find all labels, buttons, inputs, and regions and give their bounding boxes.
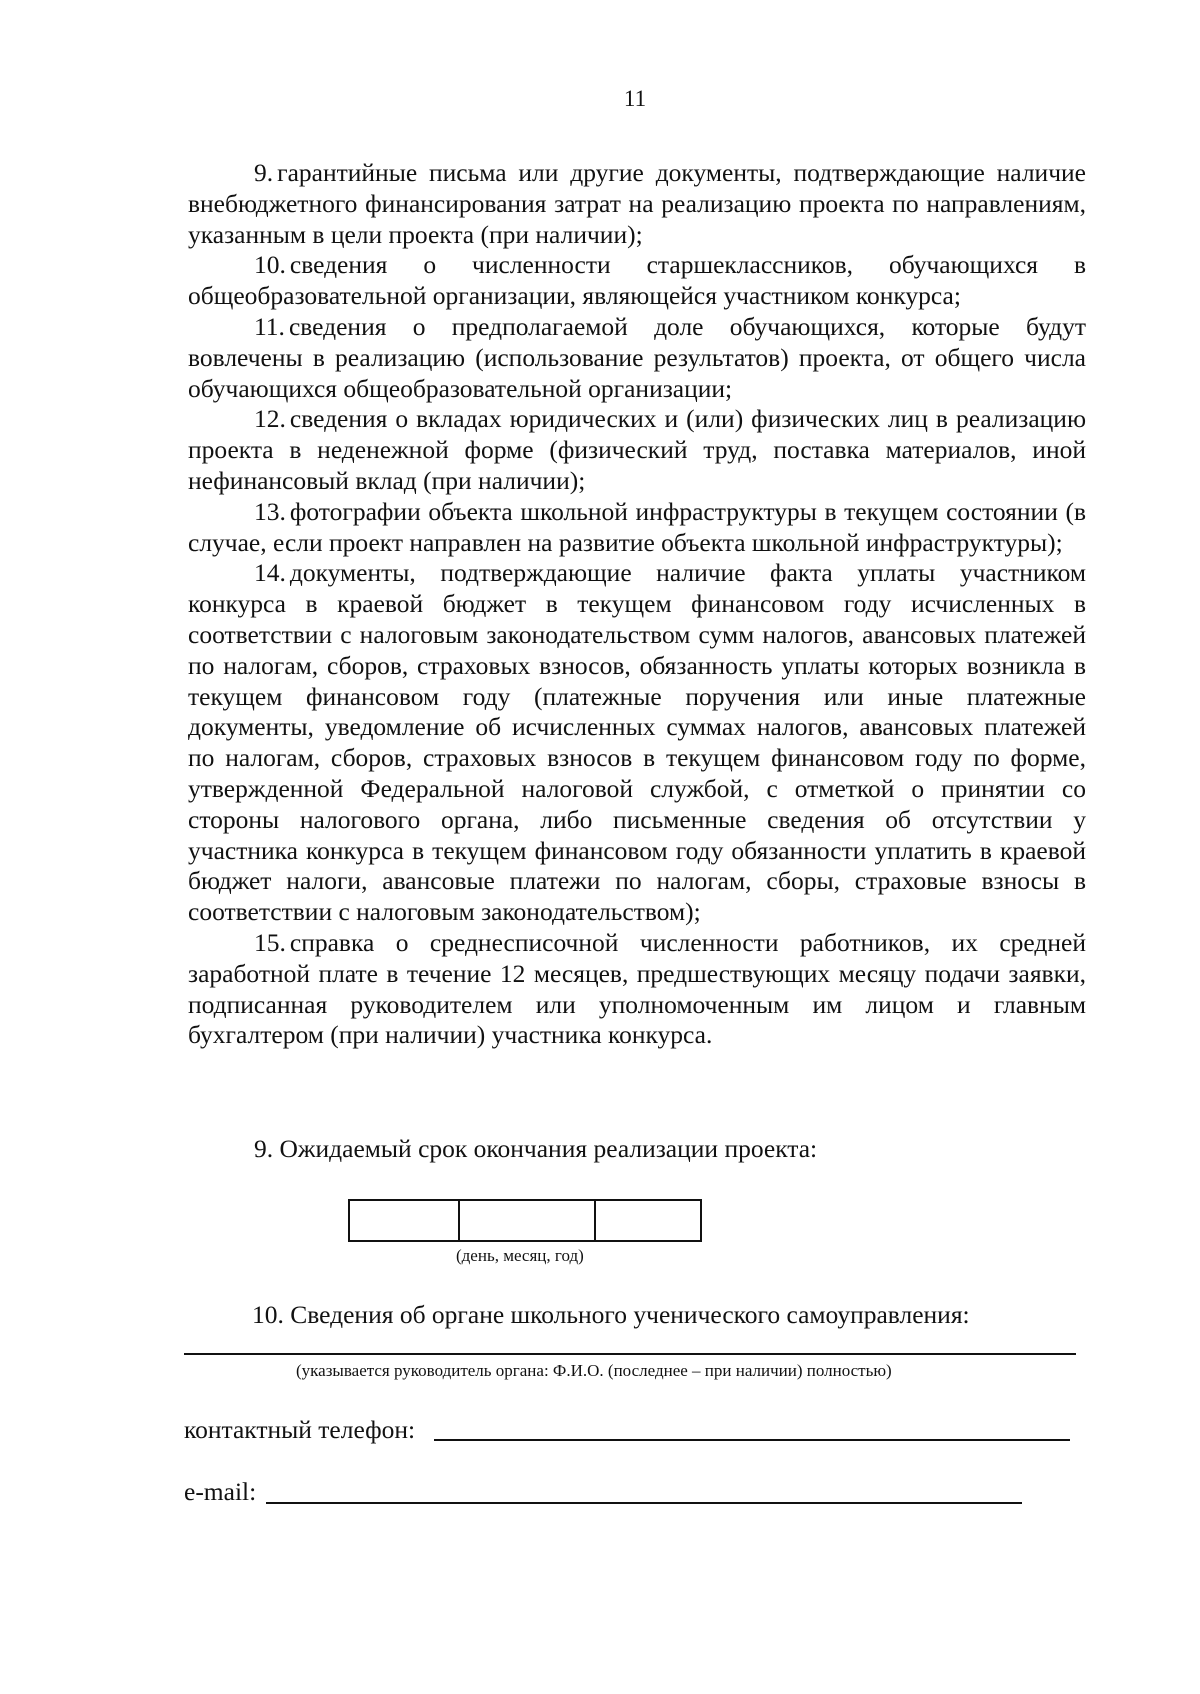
item-text: сведения о численности старшеклассников, обучающихся в общеобразовательной организации, являющейся участником конкурса; xyxy=(188,250,1086,311)
section-10-title: 10. Сведения об органе школьного ученического самоуправления: xyxy=(252,1300,970,1329)
date-caption: (день, месяц, год) xyxy=(456,1246,584,1265)
phone-label: контактный телефон: xyxy=(184,1415,416,1444)
head-name-line[interactable] xyxy=(184,1353,1076,1355)
item-number: 14. xyxy=(254,558,286,588)
phone-line[interactable] xyxy=(434,1439,1070,1441)
date-month-cell[interactable] xyxy=(458,1201,594,1240)
list-item xyxy=(188,250,1086,312)
item-number: 9. xyxy=(254,158,274,187)
email-line[interactable] xyxy=(266,1502,1022,1504)
list-item xyxy=(188,404,1086,496)
item-text: фотографии объекта школьной инфраструктуры в текущем состоянии (в случае, если проект направлен на развитие объекта школьной инфраструктуры); xyxy=(188,496,1086,557)
document-item-list xyxy=(188,158,1086,1051)
date-input-box[interactable] xyxy=(348,1199,702,1242)
item-number: 15. xyxy=(254,927,286,957)
date-day-cell[interactable] xyxy=(350,1201,458,1240)
list-item xyxy=(188,497,1086,559)
section-9-title: 9. Ожидаемый срок окончания реализации проекта: xyxy=(254,1134,818,1163)
list-item xyxy=(188,928,1086,1051)
item-text: сведения о предполагаемой доле обучающихся, которые будут вовлечены в реализацию (использование результатов) проекта, от общего числа обучающихся общеобразовательной организации; xyxy=(188,311,1086,403)
head-name-caption: (указывается руководитель органа: Ф.И.О. (последнее – при наличии) полностью) xyxy=(296,1361,892,1380)
item-text: документы, подтверждающие наличие факта уплаты участником конкурса в краевой бюджет в текущем финансовом году исчисленных в соответствии с налоговым законодательством сумм налогов, авансовых платежей по налогам, сборов, страховых взносов, обязанность уплаты которых возникла в текущем финансовом году (платежные поручения или иные платежные документы, уведомление об исчисленных суммах налогов, авансовых платежей по налогам, сборов, страховых взносов в текущем финансовом году по форме, утвержденной Федеральной налоговой службой, с отметкой о принятии со стороны налогового органа, либо письменные сведения об отсутствии у участника конкурса в текущем финансовом году обязанности уплатить в краевой бюджет налоги, авансовые платежи по налогам, сборы, страховые взносы в соответствии с налоговым законодательством); xyxy=(188,558,1086,927)
item-number: 13. xyxy=(254,496,286,526)
page-number: 11 xyxy=(623,86,647,111)
item-number: 11. xyxy=(254,311,285,341)
list-item xyxy=(188,158,1086,250)
item-text: сведения о вкладах юридических и (или) физических лиц в реализацию проекта в неденежной форме (физический труд, поставка материалов, иной нефинансовый вклад (при наличии); xyxy=(188,404,1086,495)
list-item xyxy=(188,558,1086,928)
list-item xyxy=(188,312,1086,404)
item-number: 10. xyxy=(254,250,286,280)
item-text: гарантийные письма или другие документы, подтверждающие наличие внебюджетного финансирования затрат на реализацию проекта по направлениям, указанным в цели проекта (при наличии); xyxy=(188,158,1086,249)
item-text: справка о среднесписочной численности работников, их средней заработной плате в течение 12 месяцев, предшествующих месяцу подачи заявки, подписанная руководителем или уполномоченным им лицом и главным бухгалтером (при наличии) участника конкурса. xyxy=(188,927,1086,1050)
date-year-cell[interactable] xyxy=(594,1201,700,1240)
item-number: 12. xyxy=(254,404,286,434)
email-label: e-mail: xyxy=(184,1477,257,1506)
